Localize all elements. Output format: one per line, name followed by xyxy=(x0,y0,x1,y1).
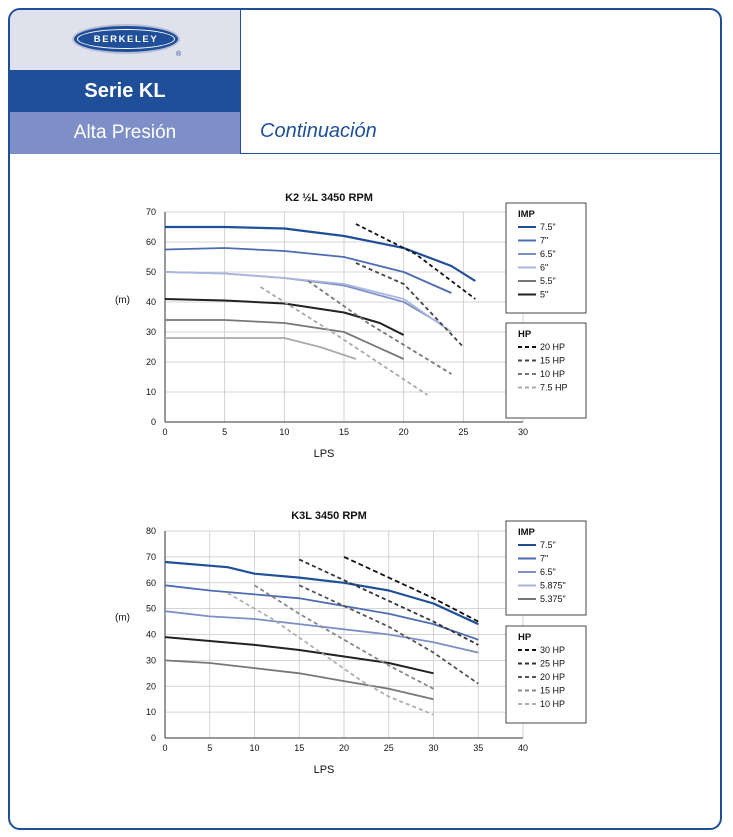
y-tick-label: 10 xyxy=(145,387,156,397)
y-tick-label: 10 xyxy=(145,707,156,718)
y-tick-label: 80 xyxy=(145,526,156,536)
x-tick-label: 15 xyxy=(338,427,350,437)
x-tick-label: 0 xyxy=(162,427,168,437)
legend-label: 6.5" xyxy=(540,567,556,577)
legend-label: 6.5" xyxy=(540,249,556,259)
y-tick-label: 20 xyxy=(145,681,156,692)
series-line-3 xyxy=(165,611,478,652)
y-tick-label: 60 xyxy=(145,237,156,247)
x-tick-label: 35 xyxy=(473,743,484,753)
legend-label: 15 HP xyxy=(540,685,566,696)
legend-label: 6" xyxy=(540,262,549,273)
legend-label: 30 HP xyxy=(540,645,566,655)
x-tick-label: 30 xyxy=(517,427,529,437)
x-tick-label: 5 xyxy=(207,743,213,753)
legend-label: 7" xyxy=(540,235,549,246)
x-axis-label: LPS xyxy=(313,448,335,460)
series-line-7 xyxy=(165,338,356,359)
legend-label: 15 HP xyxy=(540,355,566,366)
y-tick-label: 30 xyxy=(145,655,156,666)
x-tick-label: 5 xyxy=(222,427,228,437)
x-tick-label: 20 xyxy=(338,743,350,753)
legend-label: 7.5" xyxy=(540,540,556,550)
x-tick-label: 40 xyxy=(517,743,529,753)
legend-label: 10 HP xyxy=(540,369,566,379)
y-tick-label: 40 xyxy=(145,629,156,640)
series-line-2 xyxy=(165,585,478,639)
legend-hp xyxy=(506,626,586,723)
legend-label: 5.875" xyxy=(540,580,566,591)
x-tick-label: 0 xyxy=(162,743,168,753)
legend-hp xyxy=(506,323,586,418)
x-tick-label: 10 xyxy=(279,427,290,437)
registered-mark: ® xyxy=(176,51,182,58)
y-tick-label: 30 xyxy=(145,327,156,337)
legend-label: 5.5" xyxy=(540,276,556,286)
y-tick-label: 20 xyxy=(145,357,156,367)
legend-imp xyxy=(506,203,586,313)
series-title: Serie KL xyxy=(84,79,166,102)
legend-title: HP xyxy=(518,632,532,643)
y-tick-label: 60 xyxy=(145,577,156,588)
x-tick-label: 20 xyxy=(398,427,409,437)
legend-label: 7.5" xyxy=(540,222,556,232)
y-tick-label: 0 xyxy=(150,417,156,427)
x-axis-label: LPS xyxy=(313,764,335,776)
legend-title: IMP xyxy=(518,209,535,220)
y-tick-label: 70 xyxy=(145,207,156,217)
x-tick-label: 25 xyxy=(383,743,394,753)
legend-title: HP xyxy=(518,329,532,340)
y-axis-label: (m) xyxy=(115,612,130,624)
x-tick-label: 30 xyxy=(428,743,439,753)
series-line-2 xyxy=(165,248,451,293)
legend-label: 7" xyxy=(540,553,549,564)
legend-label: 7.5 HP xyxy=(540,382,568,393)
series-subtitle: Alta Presión xyxy=(73,122,177,143)
legend-label: 5.375" xyxy=(540,594,566,604)
x-tick-label: 15 xyxy=(294,743,305,753)
y-axis-label: (m) xyxy=(115,295,130,306)
legend-title: IMP xyxy=(518,527,535,538)
series-line-8 xyxy=(356,224,475,299)
chart-1 xyxy=(115,192,586,460)
x-tick-label: 10 xyxy=(249,743,260,753)
chart-title: K2 ½L 3450 RPM xyxy=(285,192,373,204)
y-tick-label: 0 xyxy=(150,733,156,743)
series-line-1 xyxy=(165,562,478,624)
y-tick-label: 50 xyxy=(145,267,156,277)
y-tick-label: 40 xyxy=(145,297,156,307)
legend-label: 10 HP xyxy=(540,699,566,709)
chart-title: K3L 3450 RPM xyxy=(291,510,367,522)
legend-label: 20 HP xyxy=(540,672,566,682)
legend-label: 20 HP xyxy=(540,342,566,352)
legend-label: 25 HP xyxy=(540,658,566,669)
legend-label: 5" xyxy=(540,289,549,300)
x-tick-label: 25 xyxy=(458,427,469,437)
y-tick-label: 50 xyxy=(145,603,156,614)
page-frame xyxy=(8,8,722,830)
continuation-label: Continuación xyxy=(260,120,377,142)
y-tick-label: 70 xyxy=(145,551,156,562)
pump-curves-charts xyxy=(10,10,720,828)
legend-imp xyxy=(506,521,586,615)
chart-2 xyxy=(115,510,586,776)
brand-name: BERKELEY xyxy=(93,33,159,45)
